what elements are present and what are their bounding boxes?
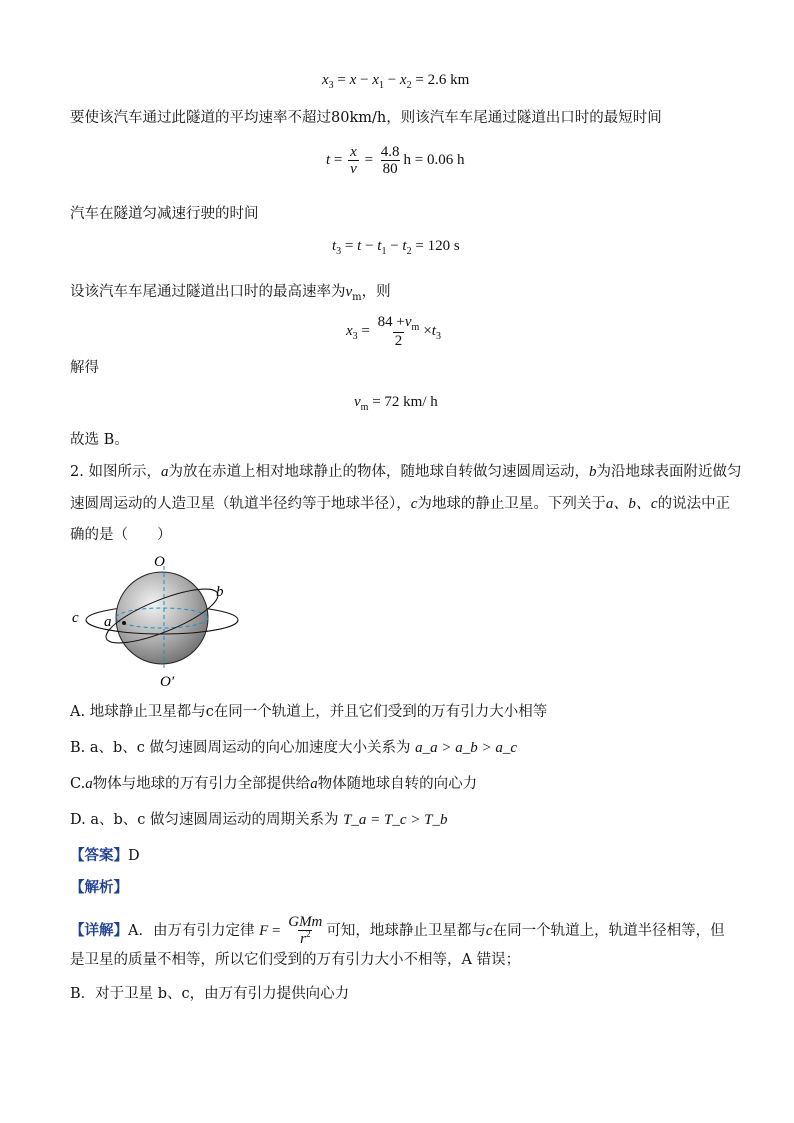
text-line-decel-time: 汽车在隧道匀减速行驶的时间 [70,206,259,222]
label-a: a [104,614,112,630]
text-line-choose-b: 故选 B。 [70,432,129,448]
label-c: c [72,610,79,626]
option-d: D. a、b、c 做匀速圆周运动的周期关系为 T_a = T_c > T_b [70,812,448,828]
text-line-max-speed: 设该汽车车尾通过隧道出口时的最高速率为$v_m$，则 [70,284,391,303]
text-line-min-time: 要使该汽车通过此隧道的平均速率不超过80km/h，则该汽车车尾通过隧道出口时的最短时间 [70,110,662,126]
label-O-prime: O′ [160,674,175,690]
equation-vm: $v_m = 72$ km/ h [354,394,438,413]
equation-t: t = $\frac{x}{v}$ = $\frac{4.8}{80}$ h = 0.06 h [326,144,465,177]
object-a-dot [122,621,126,625]
question-2-line-1: 2. 如图所示，a为放在赤道上相对地球静止的物体，随地球自转做匀速圆周运动，b为沿地球表面附近做匀 [70,464,742,480]
equation-x3-avg: $x_3$ = $\frac{84 +v_m}{2}$ $\times t_3$ [346,314,441,349]
question-2-line-2: 速圆周运动的人造卫星（轨道半径约等于地球半径），c为地球的静止卫星。下列关于a、b、c的说法中正 [70,496,731,512]
equation-t3: $t_3 = t - t_1 - t_2 = 120$ s [332,238,460,257]
option-a: A. 地球静止卫星都与c在同一个轨道上，并且它们受到的万有引力大小相等 [70,704,548,720]
option-d-formula: T_a = T_c > T_b [343,812,448,828]
text-line-solve: 解得 [70,360,99,376]
detail-line-1: 【详解】A．由万有引力定律 F = $\frac{\text{GMm}}{r^2}$ 可知，地球静止卫星都与c在同一个轨道上，轨道半径相等，但 [70,914,725,947]
equation-x3: $x_3 = x - x_1 - x_2 = 2.6$ km [322,72,470,91]
analysis-heading: 【解析】 [70,879,128,896]
answer-line: 【答案】D [70,847,140,864]
label-b: b [216,584,224,600]
option-c: C.a物体与地球的万有引力全部提供给a物体随地球自转的向心力 [70,776,478,792]
detail-line-3: B．对于卫星 b、c，由万有引力提供向心力 [70,986,350,1002]
detail-line-2: 是卫星的质量不相等，所以它们受到的万有引力大小不相等，A 错误； [70,952,521,968]
question-2-line-3: 确的是（ ） [70,527,172,543]
label-O: O [154,554,165,570]
option-b-formula: a_a > a_b > a_c [415,740,518,756]
earth-orbit-figure [66,552,256,692]
option-b: B. a、b、c 做匀速圆周运动的向心加速度大小关系为 a_a > a_b > a_c [70,740,518,756]
